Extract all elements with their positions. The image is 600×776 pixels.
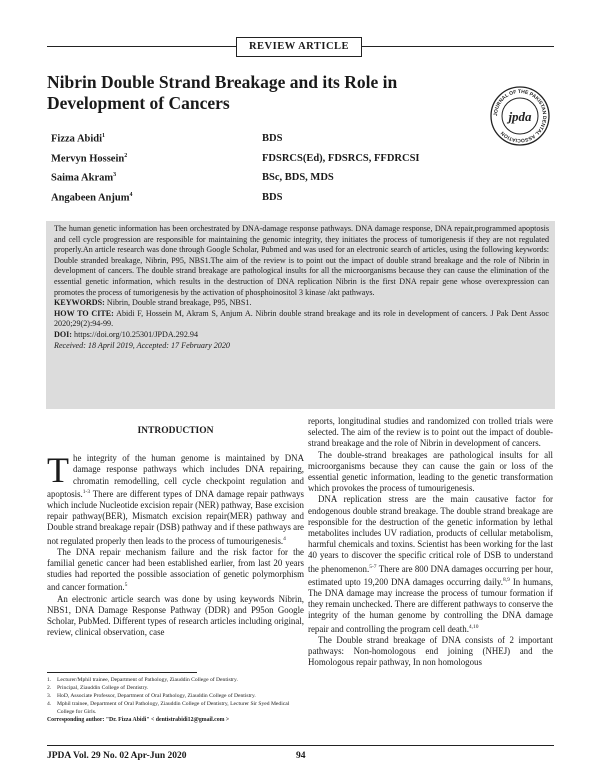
- footnote-rule: [47, 672, 197, 673]
- logo-ring-text: JOURNAL OF THE PAKISTAN DENTAL ASSOCIATION: [492, 88, 548, 144]
- right-column: [308, 416, 553, 668]
- logo-center-text: jpda: [508, 109, 532, 124]
- footer-rule: [47, 745, 554, 746]
- author-degree: BDS: [262, 192, 283, 203]
- intro-paragraph: The integrity of the human genome is maintained by DNA damage response pathways which includes DNA repairing, chromatin remodelling, cell cycle checkpoint regulation and apoptosis.$^{1-3}$ There are different types of DNA damage repair pathways which include Nucleotide excision repair (NER) pathway, Base excision repair pathway(BER), Mismatch excision repair(MER) pathway and Double strand breakage repair (DSB) pathway and if these pathways are not regulated properly then leads to the process of tumourigenesis.$^4$: [47, 450, 304, 546]
- author-degree: FDSRCS(Ed), FDSRCS, FFDRCSI: [262, 153, 420, 164]
- jpda-logo: [489, 85, 551, 147]
- page-number: 94: [296, 751, 306, 761]
- footnote: 1. Lecturer/Mphil trainee, Department of Pathology, Ziauddin College of Dentistry.: [47, 677, 238, 683]
- left-column: [47, 426, 304, 638]
- author-name: Saima Akram$^3$: [51, 172, 117, 184]
- citation: Abidi F, Hossein M, Akram S, Anjum A. Nibrin double strand breakage and its role in development of cancers. J Pak Dent Assoc 2020;29(2):94-99.: [54, 308, 549, 329]
- footnotes: [47, 676, 307, 724]
- intro-paragraph: An electronic article search was done by using keywords Nibrin, NBS1, DNA Damage Response Pathway (DDR) and P95on Google Scholar, PubMed. Different types of research articles including original, review, clinical observation, case: [47, 593, 304, 638]
- drop-cap: T: [47, 450, 69, 491]
- doi-label: DOI:: [54, 329, 72, 339]
- keywords: Nibrin, Double strand breakage, P95, NBS1.: [106, 298, 252, 308]
- body-paragraph: reports, longitudinal studies and randomized con trolled trials were selected. The aim of the review is to point out the impact of double-strand breakage and the role of Nibrin in development of cancers.: [308, 416, 553, 449]
- intro-paragraph: The DNA repair mechanism failure and the risk factor for the familial genetic cancer had been established earlier, from last 20 years studies had reported the possible association of genetic polymorphism and cancer formation.$^5$: [47, 546, 304, 593]
- body-paragraph: DNA replication stress are the main causative factor for endogenous double strand breakage. The double strand breakage are responsible for the destruction of the genetic information by lethal metabolites includes UV radiation, products of cellular metabolism, harmful chemicals and toxins. Scientist has been working for the last 40 years to discover the specific critical role of DSB to understand the phenomenon.$^{5-7}$ There are 800 DNA damages occurring per hour, estimated upto 19,200 DNA damages occurring daily.$^{8,9}$ In humans, The DNA damage may increase the process of tumour formation if they remain unchecked. There are different pathways to conserve the integrity of the human genome by controlling the DNA damage repair and controlling the program cell death.$^{4,10}$: [308, 494, 553, 634]
- corresponding-author: Corresponding author: "Dr. Fizza Abidi" < dentistrabidi12@gmail.com >: [47, 717, 230, 723]
- author-name: Mervyn Hossein$^2$: [51, 153, 128, 165]
- footnote: 2. Principal, Ziauddin College of Dentistry.: [47, 685, 149, 691]
- author-degree: BDS: [262, 133, 283, 144]
- article-title: Nibrin Double Strand Breakage and its Role in Development of Cancers: [47, 72, 398, 113]
- footnote: 4. Mphil trainee, Department of Oral Pathology, Ziauddin College of Dentistry, Lecturer Sir Syed Medical College for Girls.: [47, 701, 290, 715]
- footer-journal: JPDA Vol. 29 No. 02 Apr-Jun 2020: [47, 751, 187, 761]
- footnote: 3. HoD, Associate Professor, Department of Oral Pathology, Ziauddin College of Dentistry.: [47, 693, 256, 699]
- body-paragraph: The Double strand breakage of DNA consists of 2 important pathways: Non-homologous end joining (NHEJ) and the Homologous repair pathway, In non homologous: [308, 634, 553, 668]
- received-date: Received: 18 April 2019, Accepted: 17 February 2020: [54, 340, 230, 350]
- author-name: Angabeen Anjum$^4$: [51, 192, 133, 204]
- body-paragraph: The double-strand breakages are pathological insults for all microorganisms because they can cause the gain or loss of the essential genetic information, leading to the genetic transformation which provokes the process of tumourigenesis.: [308, 449, 553, 494]
- cite-label: HOW TO CITE:: [54, 308, 114, 318]
- doi-link[interactable]: https://doi.org/10.25301/JPDA.292.94: [74, 329, 198, 339]
- keywords-label: KEYWORDS:: [54, 298, 105, 308]
- author-name: Fizza Abidi$^1$: [51, 133, 106, 145]
- intro-heading: INTRODUCTION: [137, 426, 214, 436]
- abstract: [54, 224, 549, 351]
- author-degree: BSc, BDS, MDS: [262, 172, 334, 183]
- section-label: REVIEW ARTICLE: [236, 37, 362, 57]
- abstract-body: The human genetic information has been orchestrated by DNA-damage response pathways. DNA damage response, DNA repair,programmed apoptosis and cell cycle progression are responsible for maintaining the genomic integrity, they initiates the process of tumorigenesis if they are not regulated properly.An article research was done through Google Scholar, Pubmed and was used for an electronic search of articles, using the following keywords: Double stranded breakage, Nibrin, P95, NBS1.The aim of the review is to point out the impact of double strand breakage and the role of Nibrin in development of cancers. The double strand breakage are pathological insults for all the microorganisms because they can cause the elimination of the essential genetic information, which results in the destruction of DNA replication Nibrin is the first DNA repair gene whose overexpression can promotes the process of tumorigenesis by the activation of phosphoinositol 3 kinase /akt pathways.: [54, 224, 549, 297]
